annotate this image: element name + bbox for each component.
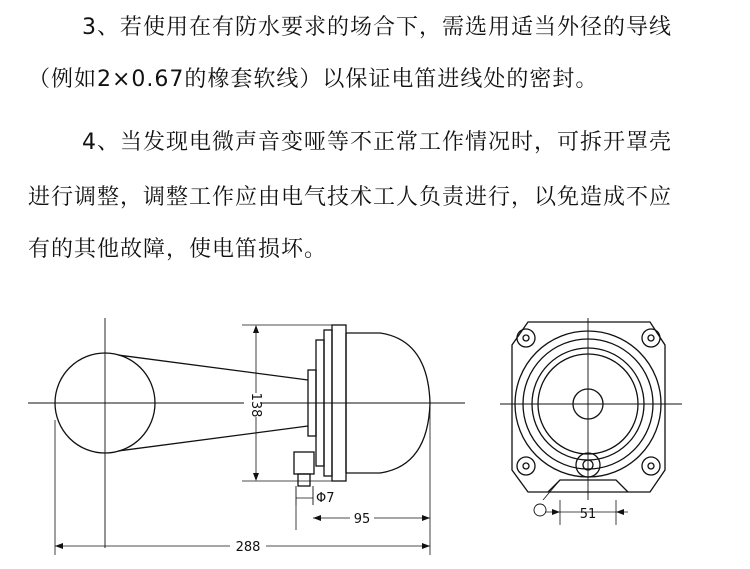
paragraph-4-line-2: 进行调整，调整工作应由电气技术工人负责进行，以免造成不应 (28, 185, 673, 210)
paragraph-4-line-3: 有的其他故障，使电笛损坏。 (28, 237, 328, 262)
paragraph-3-line-1: 3、若使用在有防水要求的场合下，需选用适当外径的导线 (82, 15, 672, 40)
dim-length-label: 288 (235, 540, 261, 555)
front-view (500, 318, 682, 525)
dim-hole-label: Φ7 (316, 491, 335, 506)
dim-height-label: 138 (248, 392, 263, 418)
paragraph-4-line-1: 4、当发现电微声音变哑等不正常工作情况时，可拆开罩壳 (82, 130, 672, 155)
dim-mount-label: 51 (579, 507, 597, 522)
side-view (28, 318, 465, 555)
dim-depth-label: 95 (353, 512, 371, 527)
paragraph-3-line-2: （例如2×0.67的橡套软线）以保证电笛进线处的密封。 (28, 67, 599, 92)
